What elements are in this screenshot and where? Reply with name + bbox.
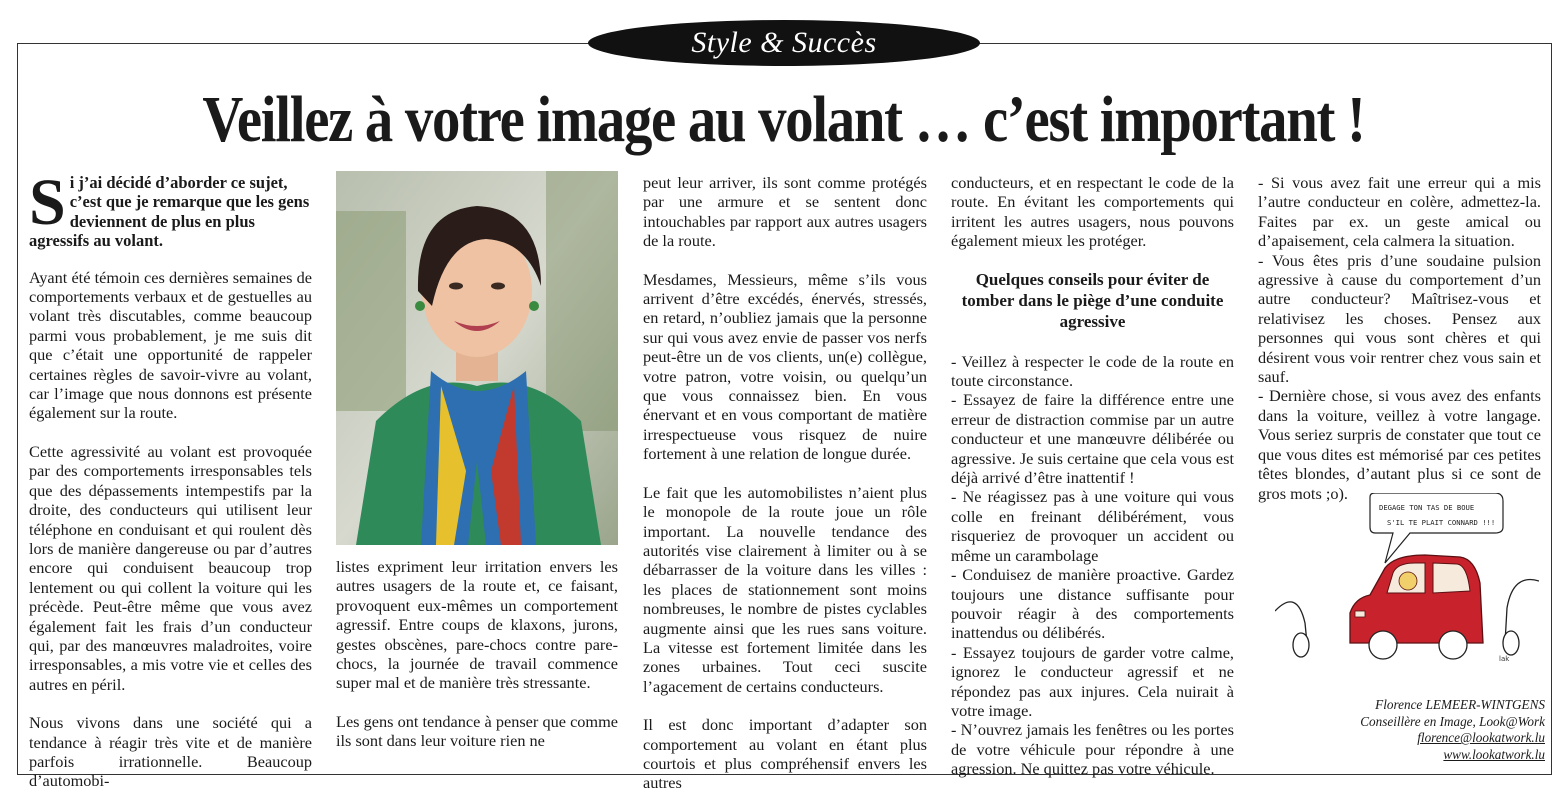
paragraph: peut leur arriver, ils sont comme protégés par une armure et se sentent donc intouchables par rapport aux autres usagers de la route. xyxy=(643,173,927,251)
paragraph: listes expriment leur irritation envers les autres usagers de la route et, ce faisant, provoquent eux-mêmes un comportement agressif. Entre coups de klaxons, jurons, gestes obscènes, pare-chocs contre pare-chocs, la journée de travail commence super mal et de manière très stressante. xyxy=(336,557,618,693)
tip-item: - Ne réagissez pas à une voiture qui vous colle en freinant délibérément, vous risqueriez de provoquer un accident ou même un carambolage xyxy=(951,487,1234,565)
section-badge xyxy=(588,20,980,66)
tip-item: - Essayez toujours de garder votre calme, ignorez le conducteur agressif et ne répondez pas aux injures. Cela nuirait à votre image. xyxy=(951,642,1234,720)
tip-item: - Conduisez de manière proactive. Gardez toujours une distance suffisante pour pouvoir réagir à des comportements inattendus ou délibérés. xyxy=(951,565,1234,643)
tips-subheading: Quelques conseils pour éviter de tomber dans le piège d’une conduite agressive xyxy=(961,269,1224,331)
author-role: Conseillère en Image, Look@Work xyxy=(1360,713,1545,729)
tip-item: - Dernière chose, si vous avez des enfants dans la voiture, veillez à votre langage. Vous seriez surpris de constater que tout ce que vous dites est mémorisé par ces petites têtes blondes, d’autant plus si ce sont de gros mots ;o). xyxy=(1258,386,1541,503)
author-website-link[interactable]: www.lookatwork.lu xyxy=(1443,746,1545,762)
tip-item: - Veillez à respecter le code de la route en toute circonstance. xyxy=(951,351,1234,391)
paragraph: Mesdames, Messieurs, même s’ils vous arrivent d’être excédés, énervés, stressés, en retard, n’oubliez jamais que la personne sur qui vous avez envie de passer vos nerfs peut-être un de vos clients, un(e) collègue, votre patron, votre voisin, ou quelqu’un que vous connaissez bien. En vous énervant et en vous comportant de matière irrespectueuse vous risquez de nuire fortement à une relation de longue durée. xyxy=(643,269,927,464)
tip-item: - Si vous avez fait une erreur qui a mis l’autre conducteur en colère, admettez-la. Faites par ex. un geste amical ou d’apaisement, cela calmera la situation. xyxy=(1258,173,1541,251)
car-cartoon xyxy=(1275,493,1539,668)
author-email-link[interactable]: florence@lookatwork.lu xyxy=(1417,730,1545,746)
tip-item: - Vous êtes pris d’une soudaine pulsion agressive à cause du comportement d’un autre conducteur? Maîtrisez-vous et relativisez les choses. Pensez aux personnes qui vous sont chères et qui désirent vous voir rentrer chez vous sain et sauf. xyxy=(1258,250,1541,387)
author-name: Florence LEMEER-WINTGENS xyxy=(1375,697,1545,712)
article-headline: Veillez à votre image au volant … c’est important ! xyxy=(202,83,1365,156)
paragraph: Cette agressivité au volant est provoquée par des comportements irresponsables tels que des dépassements intempestifs par la droite, des conducteurs qui utilisent leur téléphone en conduisant et qui roulent dès lors de manière dangereuse ou par d’autres encore qui conduisent beaucoup trop lentement ou qui collent la voiture qui les précède. Peut-être même que vous avez également fait les frais d’un conducteur qui, par des manœuvres maladroites, voire irresponsables, a mis votre vie et celles des autres en péril. xyxy=(29,441,312,694)
column-2 xyxy=(336,557,618,770)
column-3 xyxy=(643,173,927,812)
tip-item: - Essayez de faire la différence entre une erreur de distraction commise par un autre conducteur et une manœuvre délibérée ou agressive. Je suis certaine que cela vous est déjà arrivé d’être inattentif ! xyxy=(951,390,1234,488)
speech-text-2: S'IL TE PLAIT CONNARD !!! xyxy=(1387,518,1496,527)
author-signature xyxy=(1360,697,1545,763)
column-5 xyxy=(1258,173,1541,503)
drop-cap: S xyxy=(29,166,66,239)
author-photo xyxy=(336,171,618,545)
section-badge-label: Style & Succès xyxy=(691,26,877,59)
speech-text-1: DEGAGE TON TAS DE BOUE xyxy=(1379,503,1475,512)
paragraph: conducteurs, et en respectant le code de la route. En évitant les comportements qui irritent les autres usagers, nous pouvons également mieux les protéger. xyxy=(951,173,1234,251)
column-4 xyxy=(951,173,1234,779)
column-1 xyxy=(29,166,312,810)
lead-paragraph xyxy=(29,166,312,251)
lead-text: i j’ai décidé d’aborder ce sujet, c’est que je remarque que les gens deviennent de plus en plus agressifs au volant. xyxy=(29,173,310,251)
tip-item: - N’ouvrez jamais les fenêtres ou les portes de votre véhicule pour répondre à une agression. Ne quittez pas votre véhicule. xyxy=(951,720,1234,779)
paragraph: Il est donc important d’adapter son comportement au volant en étant plus courtois et plus compréhensif envers les autres xyxy=(643,715,927,793)
paragraph: Ayant été témoin ces dernières semaines de comportements verbaux et de gestuelles au volant très discutables, comme beaucoup parmi vous probablement, je me suis dit que c’était une opportunité de rappeler certaines règles de savoir-vivre au volant, car l’image que nous donnons est présente également sur la route. xyxy=(29,267,312,423)
cartoon-signature: lak xyxy=(1499,655,1510,663)
paragraph: Les gens ont tendance à penser que comme ils sont dans leur voiture rien ne xyxy=(336,711,618,751)
paragraph: Nous vivons dans une société qui a tendance à réagir très vite et de manière parfois irrationnelle. Beaucoup d’automobi- xyxy=(29,713,312,791)
paragraph: Le fait que les automobilistes n’aient plus le monopole de la route joue un rôle important. La nouvelle tendance des autorités vise clairement à limiter ou à se débarrasser de la voiture dans les villes : les places de stationnement sont moins nombreuses, le nombre de pistes cyclables augmente ainsi que les rues sans voiture. La vitesse est fortement limitée dans les zones urbaines. Tout ceci suscite l’agacement de certains conducteurs. xyxy=(643,482,927,696)
